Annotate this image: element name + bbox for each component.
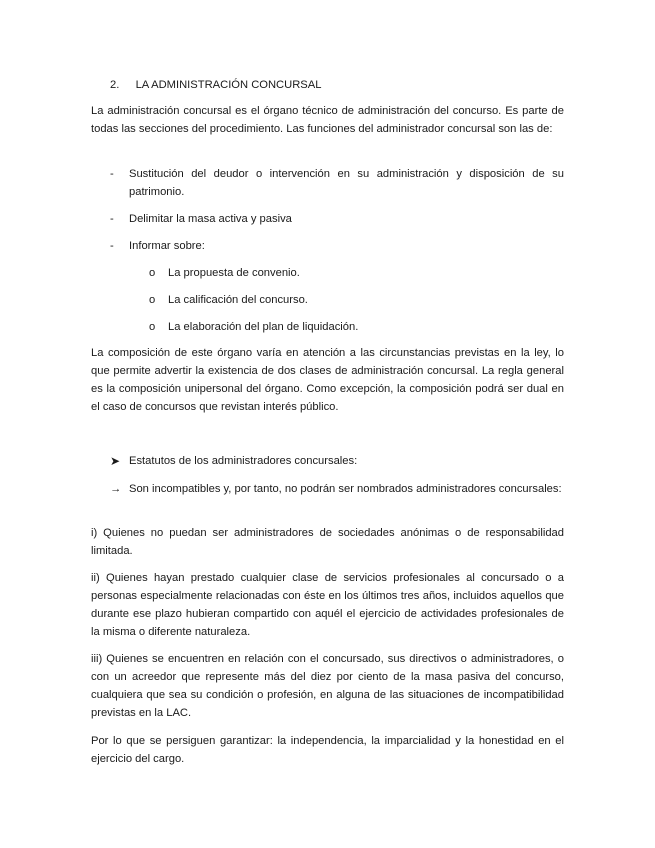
right-arrow-icon: → xyxy=(110,483,122,495)
composition-paragraph: La composición de este órgano varía en atención a las circunstancias previstas en la ley, lo que permite advertir la existencia de dos clases de administración concursal. La regla general es la composición unipersonal del órgano. Como excepción, la composición podrá ser dual en el caso de concursos que revistan interés público. xyxy=(91,347,564,413)
circle-marker: o xyxy=(149,321,156,333)
arrowhead-icon: ➤ xyxy=(110,454,121,468)
case-i-paragraph: i) Quienes no puedan ser administradores de sociedades anónimas o de responsabilidad limitada. xyxy=(91,527,564,557)
circle-marker: o xyxy=(149,294,156,306)
inform-text: La propuesta de convenio. xyxy=(168,267,300,279)
dash-marker: - xyxy=(110,240,114,252)
case-ii-paragraph: ii) Quienes hayan prestado cualquier clase de servicios profesionales al concursado o a personas especialmente relacionadas con éste en los últimos tres años, incluidos aquellos que durante ese plazo hubieran compartido con aquél el ejercicio de actividades profesionales de la misma o diferente naturaleza. xyxy=(91,572,564,638)
intro-paragraph: La administración concursal es el órgano técnico de administración del concurso. Es parte de todas las secciones del procedimiento. Las funciones del administrador concursal son las de: xyxy=(91,105,564,135)
inform-text: La calificación del concurso. xyxy=(168,294,308,306)
statutes-text: Estatutos de los administradores concursales: xyxy=(129,455,358,467)
function-text: Sustitución del deudor o intervención en su administración y disposición de su patrimonio. xyxy=(129,168,564,198)
function-text: Delimitar la masa activa y pasiva xyxy=(129,213,292,225)
dash-marker: - xyxy=(110,168,114,180)
case-iii-paragraph: iii) Quienes se encuentren en relación con el concursado, sus directivos o administradores, o con un acreedor que represente más del diez por ciento de la masa pasiva del concurso, cualquiera que sea su condición o profesión, en alguna de las situaciones de incompatibilidad previstas en la LAC. xyxy=(91,653,564,719)
dash-marker: - xyxy=(110,213,114,225)
inform-text: La elaboración del plan de liquidación. xyxy=(168,321,359,333)
section-heading xyxy=(110,76,321,94)
section-title: LA ADMINISTRACIÓN CONCURSAL xyxy=(135,79,322,91)
incompatible-text: Son incompatibles y, por tanto, no podrán ser nombrados administradores concursales: xyxy=(129,483,562,495)
section-number: 2. xyxy=(110,79,120,91)
circle-marker: o xyxy=(149,267,156,279)
conclusion-paragraph: Por lo que se persiguen garantizar: la independencia, la imparcialidad y la honestidad en el ejercicio del cargo. xyxy=(91,735,564,765)
function-text: Informar sobre: xyxy=(129,240,205,252)
